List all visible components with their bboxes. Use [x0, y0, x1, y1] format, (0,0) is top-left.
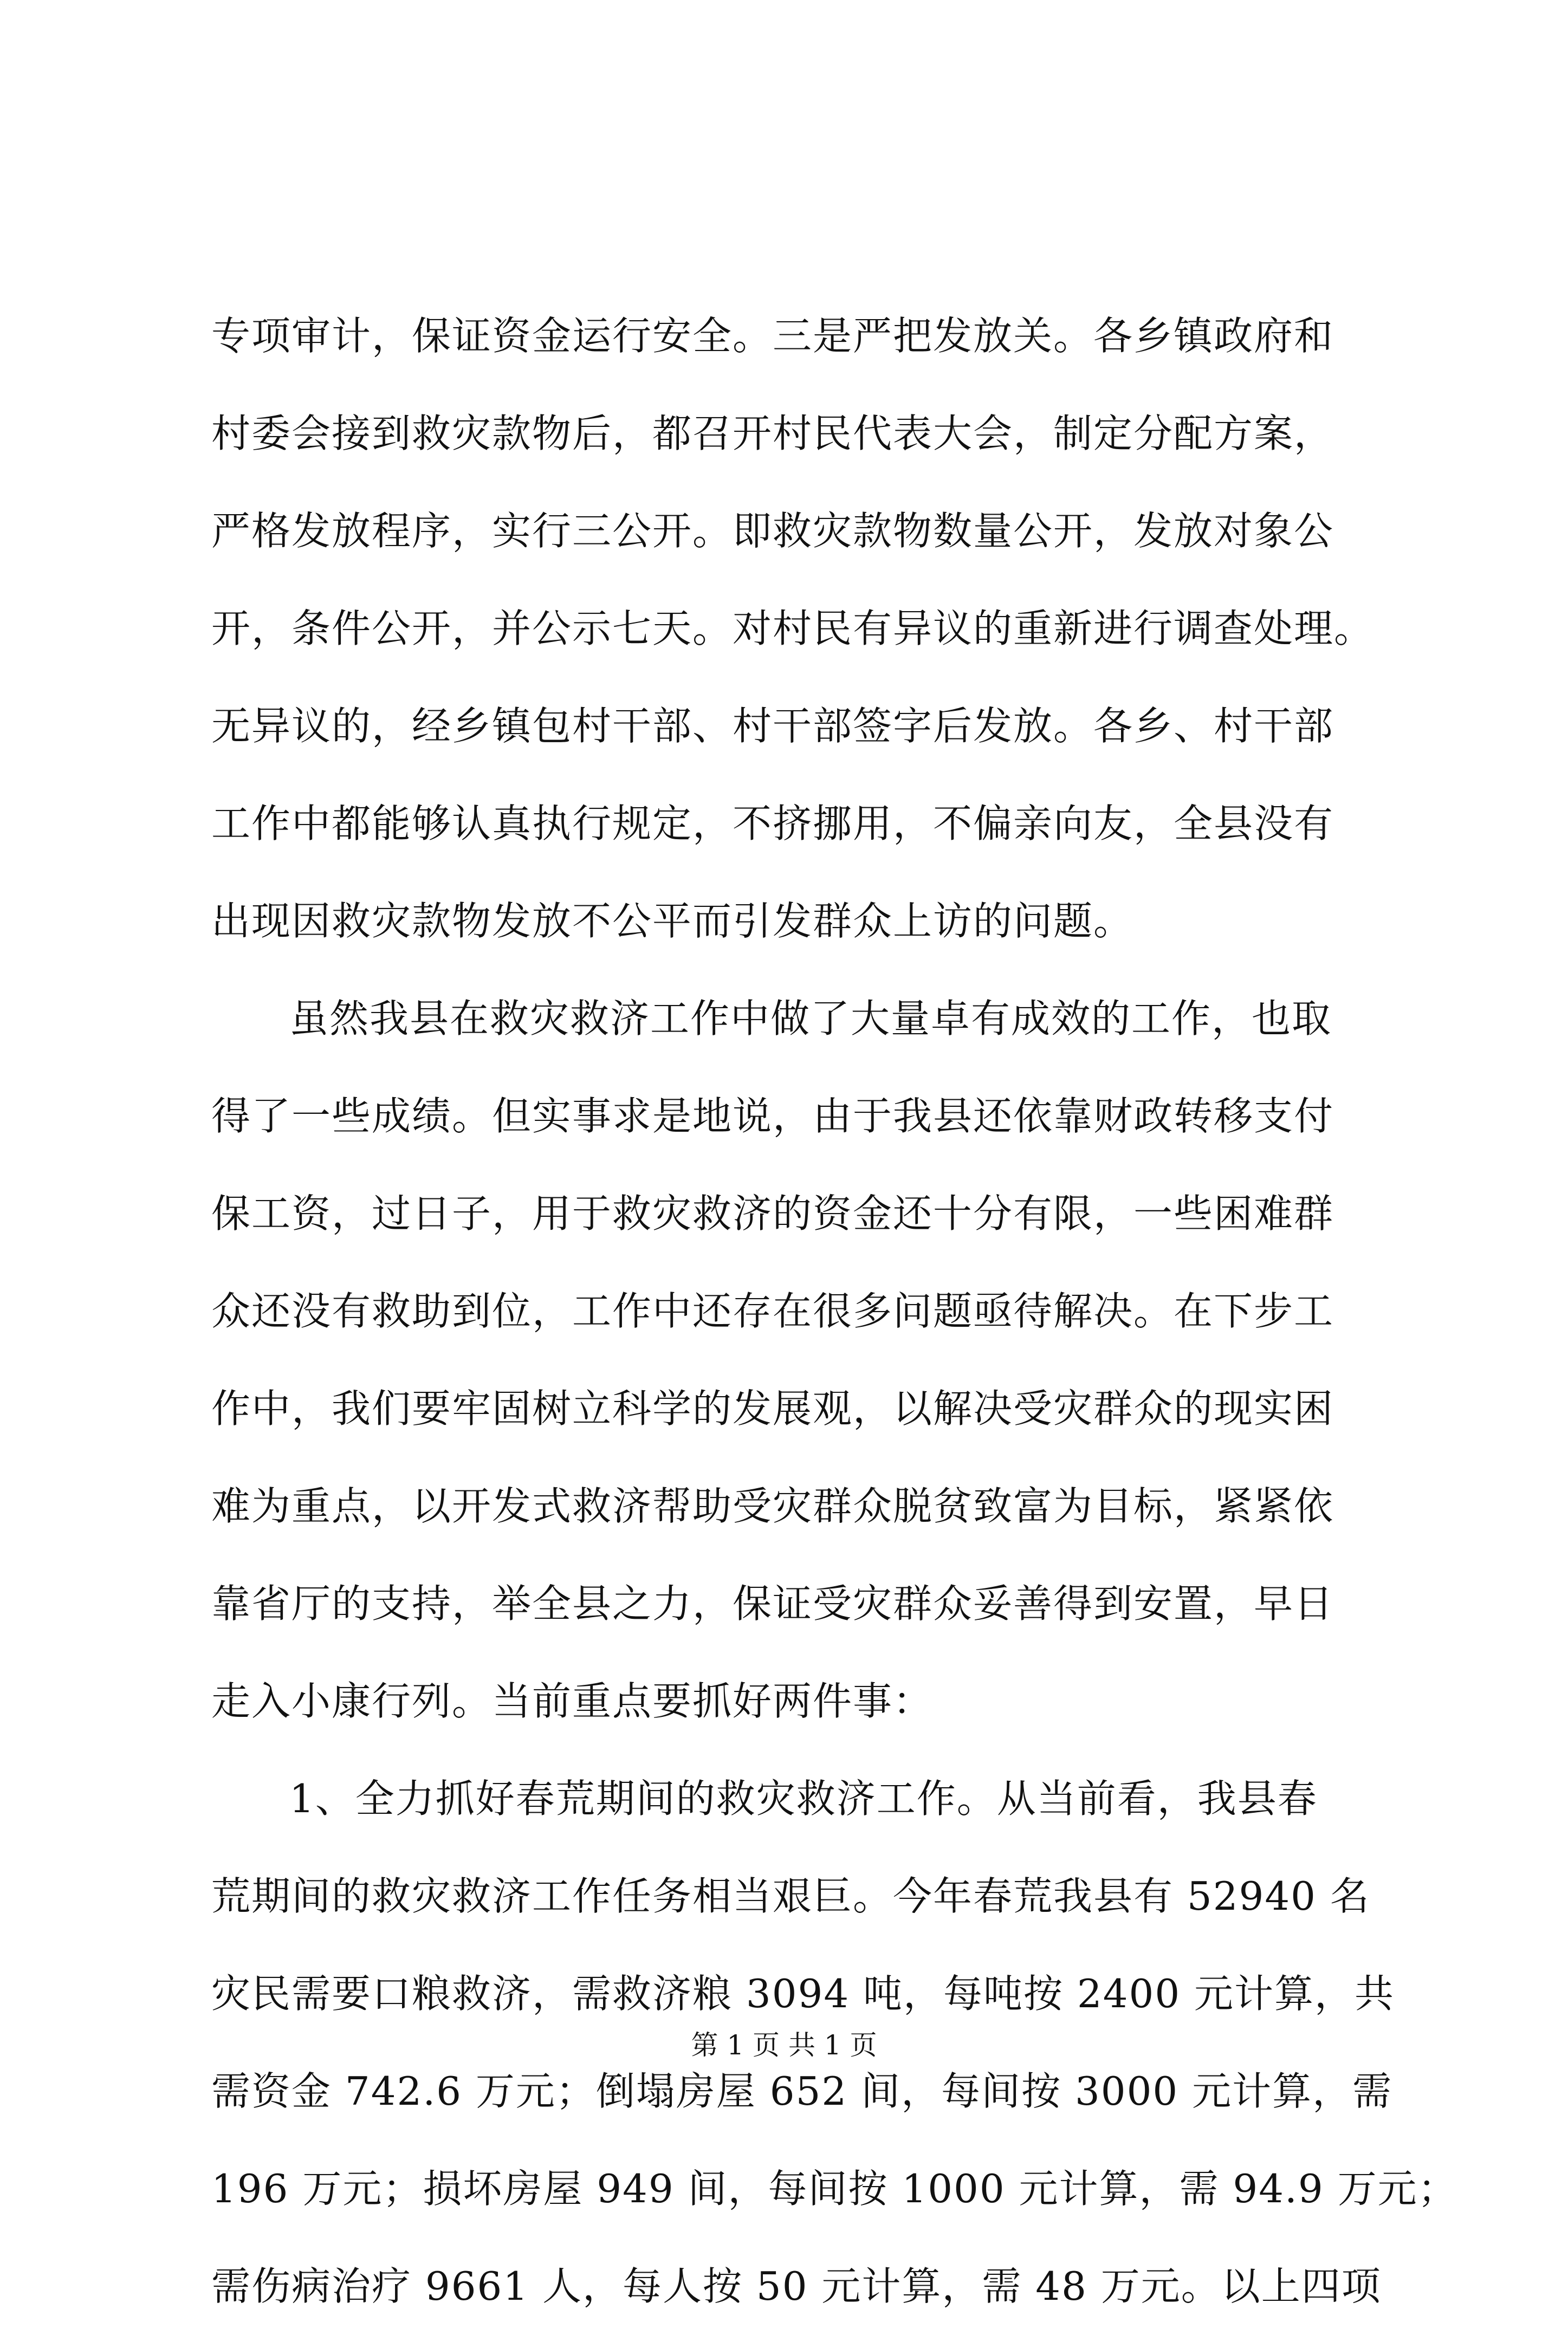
text-line: 荒期间的救灾救济工作任务相当艰巨。今年春荒我县有 52940 名 [211, 1873, 1370, 1919]
text-line: 开，条件公开，并公示七天。对村民有异议的重新进行调查处理。 [211, 606, 1375, 651]
text-line: 196 万元；损坏房屋 949 间，每间按 1000 元计算，需 94.9 万元； [211, 2166, 1458, 2211]
text-line: 需伤病治疗 9661 人，每人按 50 元计算，需 48 万元。以上四项 [211, 2263, 1382, 2309]
text-line: 村委会接到救灾款物后，都召开村民代表大会，制定分配方案， [211, 411, 1334, 456]
text-line: 专项审计，保证资金运行安全。三是严把发放关。各乡镇政府和 [211, 313, 1334, 359]
paragraph-2 [211, 970, 1360, 1750]
text-line: 难为重点，以开发式救济帮助受灾群众脱贫致富为目标，紧紧依 [211, 1483, 1334, 1529]
text-line: 作中，我们要牢固树立科学的发展观，以解决受灾群众的现实困 [211, 1386, 1334, 1431]
text-line: 需资金 742.6 万元；倒塌房屋 652 间，每间按 3000 元计算，需 [211, 2068, 1393, 2114]
text-line: 虽然我县在救灾救济工作中做了大量卓有成效的工作，也取 [289, 996, 1332, 1041]
paragraph-1 [211, 287, 1375, 970]
text-line: 1、全力抓好春荒期间的救灾救济工作。从当前看，我县春 [289, 1776, 1318, 1821]
text-line: 保工资，过日子，用于救灾救济的资金还十分有限，一些困难群 [211, 1191, 1334, 1236]
text-line: 走入小康行列。当前重点要抓好两件事： [211, 1678, 934, 1724]
text-line: 出现因救灾款物发放不公平而引发群众上访的问题。 [211, 898, 1134, 944]
text-line: 工作中都能够认真执行规定，不挤挪用，不偏亲向友，全县没有 [211, 801, 1334, 846]
text-line: 靠省厅的支持，举全县之力，保证受灾群众妥善得到安置，早日 [211, 1581, 1334, 1626]
text-line: 得了一些成绩。但实事求是地说，由于我县还依靠财政转移支付 [211, 1093, 1334, 1139]
text-line: 无异议的，经乡镇包村干部、村干部签字后发放。各乡、村干部 [211, 703, 1334, 749]
page-footer: 第 1 页 共 1 页 [691, 2029, 877, 2061]
text-line: 严格发放程序，实行三公开。即救灾款物数量公开，发放对象公 [211, 508, 1334, 554]
text-line: 众还没有救助到位，工作中还存在很多问题亟待解决。在下步工 [211, 1288, 1334, 1334]
text-line: 灾民需要口粮救济，需救济粮 3094 吨，每吨按 2400 元计算，共 [211, 1971, 1395, 2016]
